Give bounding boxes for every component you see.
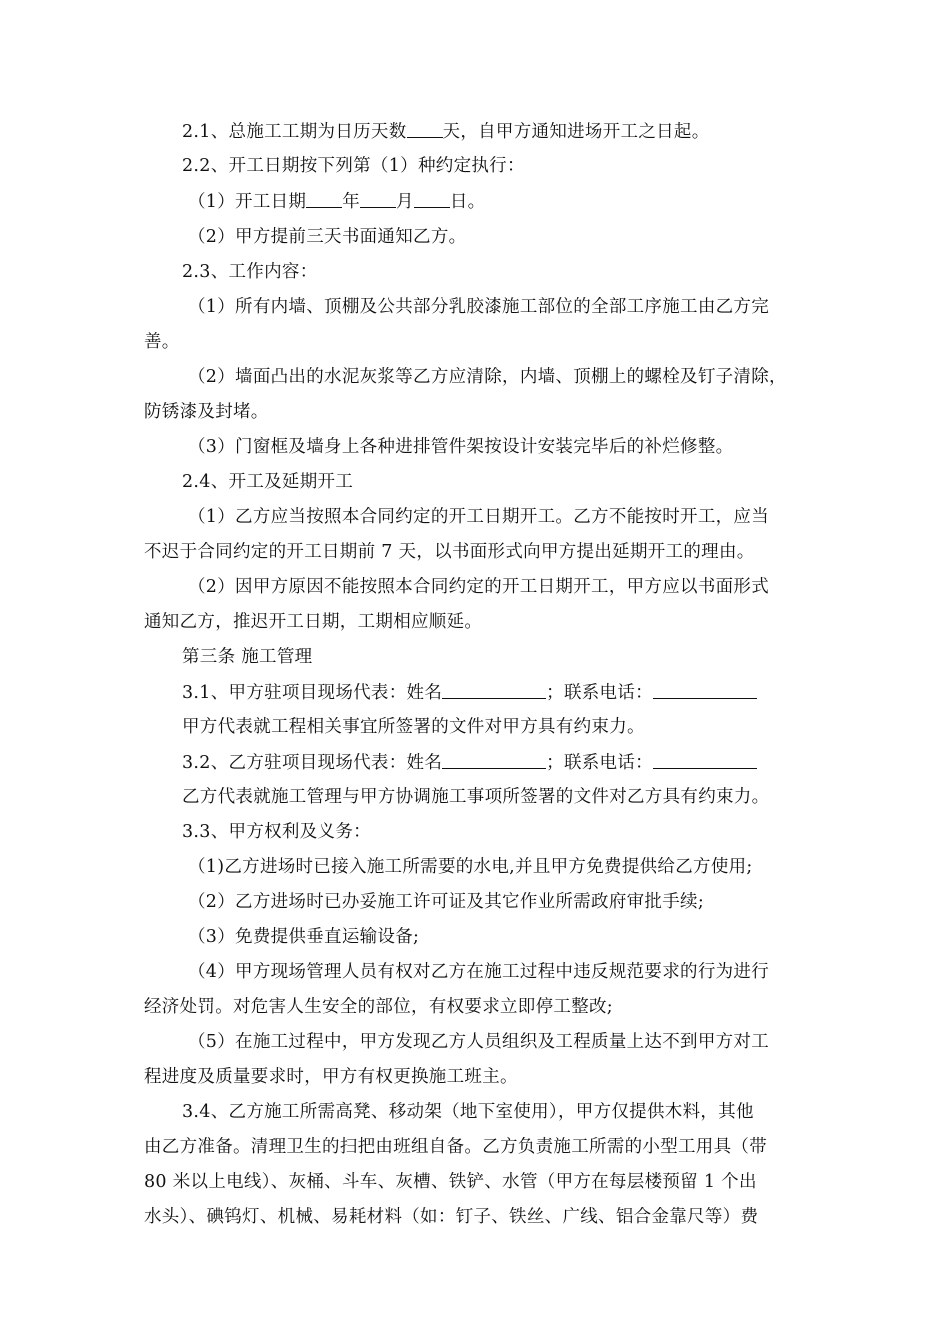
- party-b-rep-name-label: 3.2、乙方驻项目现场代表：姓名: [182, 753, 443, 773]
- clause-2-1-tail: 天，自甲方通知进场开工之日起。: [442, 122, 710, 142]
- notice-option-line: （2）甲方提前三天书面通知乙方。: [188, 227, 467, 247]
- day-label: 日。: [449, 192, 486, 212]
- article-3-heading: 第三条 施工管理: [182, 647, 313, 667]
- work-item-1: （1）所有内墙、顶棚及公共部分乳胶漆施工部位的全部工序施工由乙方完: [188, 297, 770, 317]
- duty-item-5: （5）在施工过程中，甲方发现乙方人员组织及工程质量上达不到甲方对工: [188, 1032, 770, 1052]
- delay-item-1: （1）乙方应当按照本合同约定的开工日期开工。乙方不能按时开工，应当: [188, 507, 770, 527]
- duty-item-4-cont: 经济处罚。对危害人生安全的部位，有权要求立即停工整改;: [144, 997, 613, 1017]
- clause-3-4-cont-1: 由乙方准备。清理卫生的扫把由班组自备。乙方负责施工所需的小型工用具（带: [144, 1137, 767, 1157]
- clause-3-1: [182, 681, 757, 704]
- party-b-phone-label: ；联系电话：: [546, 753, 653, 773]
- duty-item-3: （3）免费提供垂直运输设备;: [188, 927, 420, 947]
- party-a-rep-name-label: 3.1、甲方驻项目现场代表：姓名: [182, 683, 443, 703]
- party-b-rep-authority: 乙方代表就施工管理与甲方协调施工事项所签署的文件对乙方具有约束力。: [182, 787, 770, 807]
- duty-item-5-cont: 程进度及质量要求时，甲方有权更换施工班主。: [144, 1067, 518, 1087]
- clause-3-3: 3.3、甲方权利及义务：: [182, 822, 371, 842]
- clause-2-3: 2.3、工作内容：: [182, 262, 318, 282]
- work-item-3: （3）门窗框及墙身上各种进排管件架按设计安装完毕后的补烂修整。: [188, 437, 734, 457]
- month-blank-field: [360, 190, 396, 208]
- work-item-2: （2）墙面凸出的水泥灰浆等乙方应清除，内墙、顶棚上的螺栓及钉子清除，: [188, 367, 787, 387]
- year-label: 年: [342, 192, 361, 212]
- days-blank-field: [407, 120, 443, 138]
- party-a-rep-authority: 甲方代表就工程相关事宜所签署的文件对甲方具有约束力。: [182, 717, 645, 737]
- work-item-1-cont: 善。: [144, 332, 180, 352]
- party-b-rep-name-field: [442, 751, 546, 769]
- year-blank-field: [306, 190, 342, 208]
- party-a-rep-name-field: [442, 681, 546, 699]
- duty-item-4: （4）甲方现场管理人员有权对乙方在施工过程中违反规范要求的行为进行: [188, 962, 770, 982]
- duty-item-2: （2）乙方进场时已办妥施工许可证及其它作业所需政府审批手续;: [188, 892, 705, 912]
- clause-2-2: 2.2、开工日期按下列第（1）种约定执行：: [182, 156, 525, 176]
- delay-item-1-cont: 不迟于合同约定的开工日期前 7 天，以书面形式向甲方提出延期开工的理由。: [144, 542, 755, 562]
- clause-2-1-text: 2.1、总施工工期为日历天数: [182, 122, 407, 142]
- party-a-phone-field: [653, 681, 757, 699]
- day-blank-field: [414, 190, 450, 208]
- clause-2-1: [182, 120, 710, 143]
- clause-2-4: 2.4、开工及延期开工: [182, 472, 354, 492]
- clause-3-4-cont-2: 80 米以上电线）、灰桶、斗车、灰槽、铁铲、水管（甲方在每层楼预留 1 个出: [144, 1172, 757, 1192]
- delay-item-2-cont: 通知乙方，推迟开工日期，工期相应顺延。: [144, 612, 483, 632]
- start-date-label: （1）开工日期: [188, 192, 307, 212]
- duty-item-1: （1)乙方进场时已接入施工所需要的水电,并且甲方免费提供给乙方使用;: [188, 857, 753, 877]
- clause-3-4: 3.4、乙方施工所需高凳、移动架（地下室使用），甲方仅提供木料，其他: [182, 1102, 754, 1122]
- work-item-2-cont: 防锈漆及封堵。: [144, 402, 269, 422]
- clause-3-2: [182, 751, 757, 774]
- start-date-line: [188, 190, 485, 213]
- party-b-phone-field: [653, 751, 757, 769]
- clause-3-4-cont-3: 水头）、碘钨灯、机械、易耗材料（如：钉子、铁丝、广线、铝合金靠尺等）费: [144, 1207, 759, 1227]
- month-label: 月: [396, 192, 414, 212]
- party-a-phone-label: ；联系电话：: [546, 683, 653, 703]
- delay-item-2: （2）因甲方原因不能按照本合同约定的开工日期开工，甲方应以书面形式: [188, 577, 770, 597]
